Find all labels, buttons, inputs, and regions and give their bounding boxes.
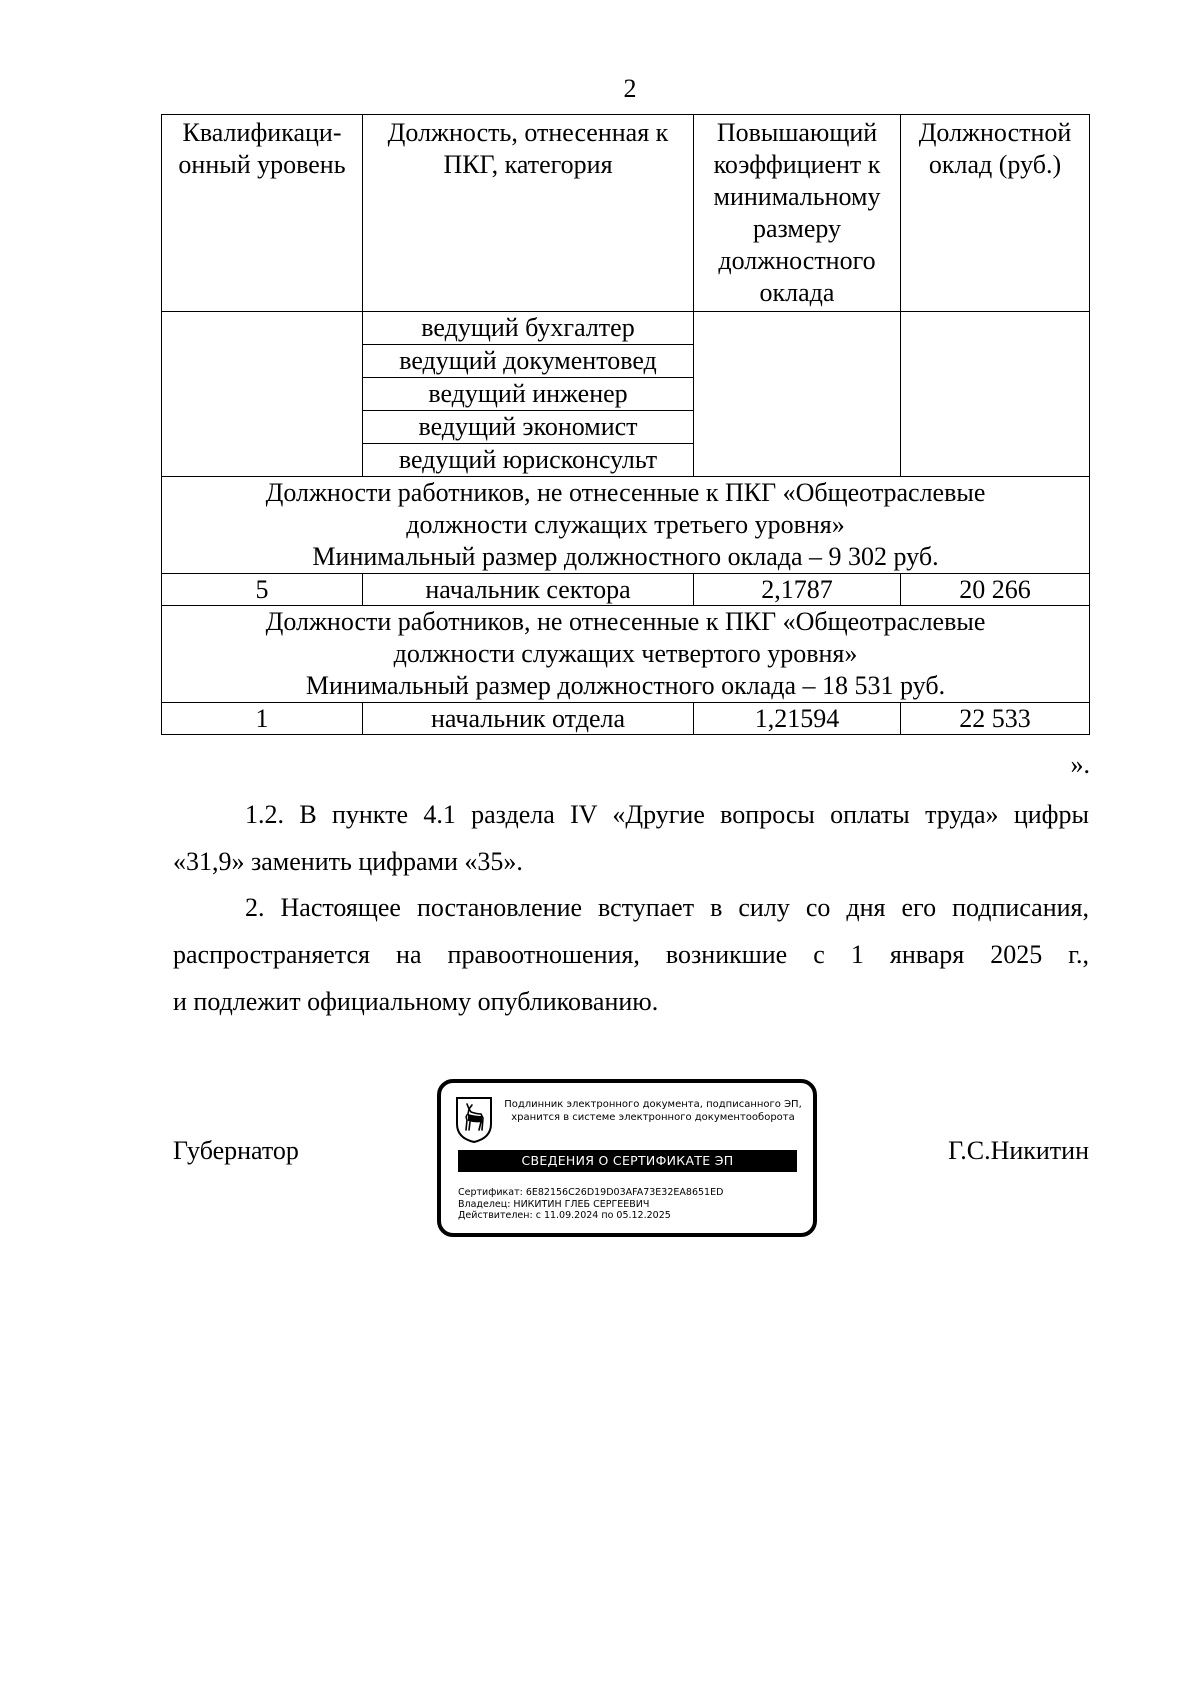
group-title-line: Должности работников, не отнесенные к ПКГ «Общеотраслевые bbox=[265, 607, 986, 636]
group-header-level4 bbox=[162, 606, 1090, 703]
header-salary: Должностной оклад (руб.) bbox=[901, 115, 1090, 312]
coefficient-cell-empty bbox=[694, 312, 901, 477]
stamp-certificate-number: Сертификат: 6E82156C26D19D03AFA73E32EA8651ED bbox=[458, 1187, 724, 1198]
group-min-salary: Минимальный размер должностного оклада – 18 531 руб. bbox=[305, 671, 946, 700]
stamp-original-note: Подлинник электронного документа, подписанного ЭП, хранится в системе электронного документооборота bbox=[504, 1099, 802, 1123]
coat-of-arms-icon bbox=[455, 1096, 493, 1144]
closing-quote: ». bbox=[1070, 750, 1090, 779]
group-title-line: Должности работников, не отнесенные к ПКГ «Общеотраслевые bbox=[265, 478, 986, 507]
position-cell: начальник отдела bbox=[363, 703, 694, 735]
table-header-row bbox=[162, 115, 1090, 312]
stamp-certificate-header: СВЕДЕНИЯ О СЕРТИФИКАТЕ ЭП bbox=[458, 1150, 797, 1172]
level-cell: 1 bbox=[162, 703, 363, 735]
group-header-row bbox=[162, 477, 1090, 574]
group-min-salary: Минимальный размер должностного оклада – 9 302 руб. bbox=[312, 542, 939, 571]
header-qualification-level: Квалификаци-онный уровень bbox=[162, 115, 363, 312]
position-cell: ведущий юрисконсульт bbox=[363, 444, 694, 477]
table-row bbox=[162, 574, 1090, 606]
group-title-line: должности служащих третьего уровня» bbox=[406, 510, 845, 539]
header-coefficient: Повышающий коэффициент к минимальному размеру должностного оклада bbox=[694, 115, 901, 312]
stamp-certificate-details bbox=[458, 1187, 723, 1222]
paragraph-line: распространяется на правоотношения, возникшие с 1 января 2025 г., bbox=[173, 940, 1089, 969]
position-cell: ведущий бухгалтер bbox=[363, 312, 694, 345]
group-header-row bbox=[162, 606, 1090, 703]
signatory-title: Губернатор bbox=[173, 1136, 299, 1165]
level-cell: 5 bbox=[162, 574, 363, 606]
electronic-signature-stamp bbox=[437, 1079, 817, 1237]
header-position: Должность, отнесенная к ПКГ, категория bbox=[363, 115, 694, 312]
group-title-line: должности служащих четвертого уровня» bbox=[393, 639, 858, 668]
paragraph-line: и подлежит официальному опубликованию. bbox=[173, 987, 659, 1016]
group-header-level3 bbox=[162, 477, 1090, 574]
salary-table bbox=[161, 114, 1090, 735]
coefficient-cell: 1,21594 bbox=[694, 703, 901, 735]
salary-cell-empty bbox=[901, 312, 1090, 477]
paragraph-line: 1.2. В пункте 4.1 раздела IV «Другие вопросы оплаты труда» цифры bbox=[245, 800, 1089, 829]
paragraph-line: «31,9» заменить цифрами «35». bbox=[173, 847, 523, 876]
stamp-owner: Владелец: НИКИТИН ГЛЕБ СЕРГЕЕВИЧ bbox=[458, 1198, 650, 1210]
stamp-validity: Действителен: с 11.09.2024 по 05.12.2025 bbox=[458, 1210, 671, 1221]
position-cell: ведущий экономист bbox=[363, 411, 694, 444]
table-row bbox=[162, 703, 1090, 735]
paragraph-1-2 bbox=[173, 791, 1089, 885]
position-cell: ведущий документовед bbox=[363, 345, 694, 378]
salary-cell: 20 266 bbox=[901, 574, 1090, 606]
position-cell: начальник сектора bbox=[363, 574, 694, 606]
position-cell: ведущий инженер bbox=[363, 378, 694, 411]
coefficient-cell: 2,1787 bbox=[694, 574, 901, 606]
paragraph-line: 2. Настоящее постановление вступает в силу со дня его подписания, bbox=[245, 893, 1089, 922]
salary-cell: 22 533 bbox=[901, 703, 1090, 735]
signatory-name: Г.С.Никитин bbox=[948, 1136, 1089, 1165]
page-number: 2 bbox=[623, 74, 637, 103]
table-row bbox=[162, 312, 1090, 345]
level-cell-empty bbox=[162, 312, 363, 477]
paragraph-2 bbox=[173, 884, 1089, 1025]
